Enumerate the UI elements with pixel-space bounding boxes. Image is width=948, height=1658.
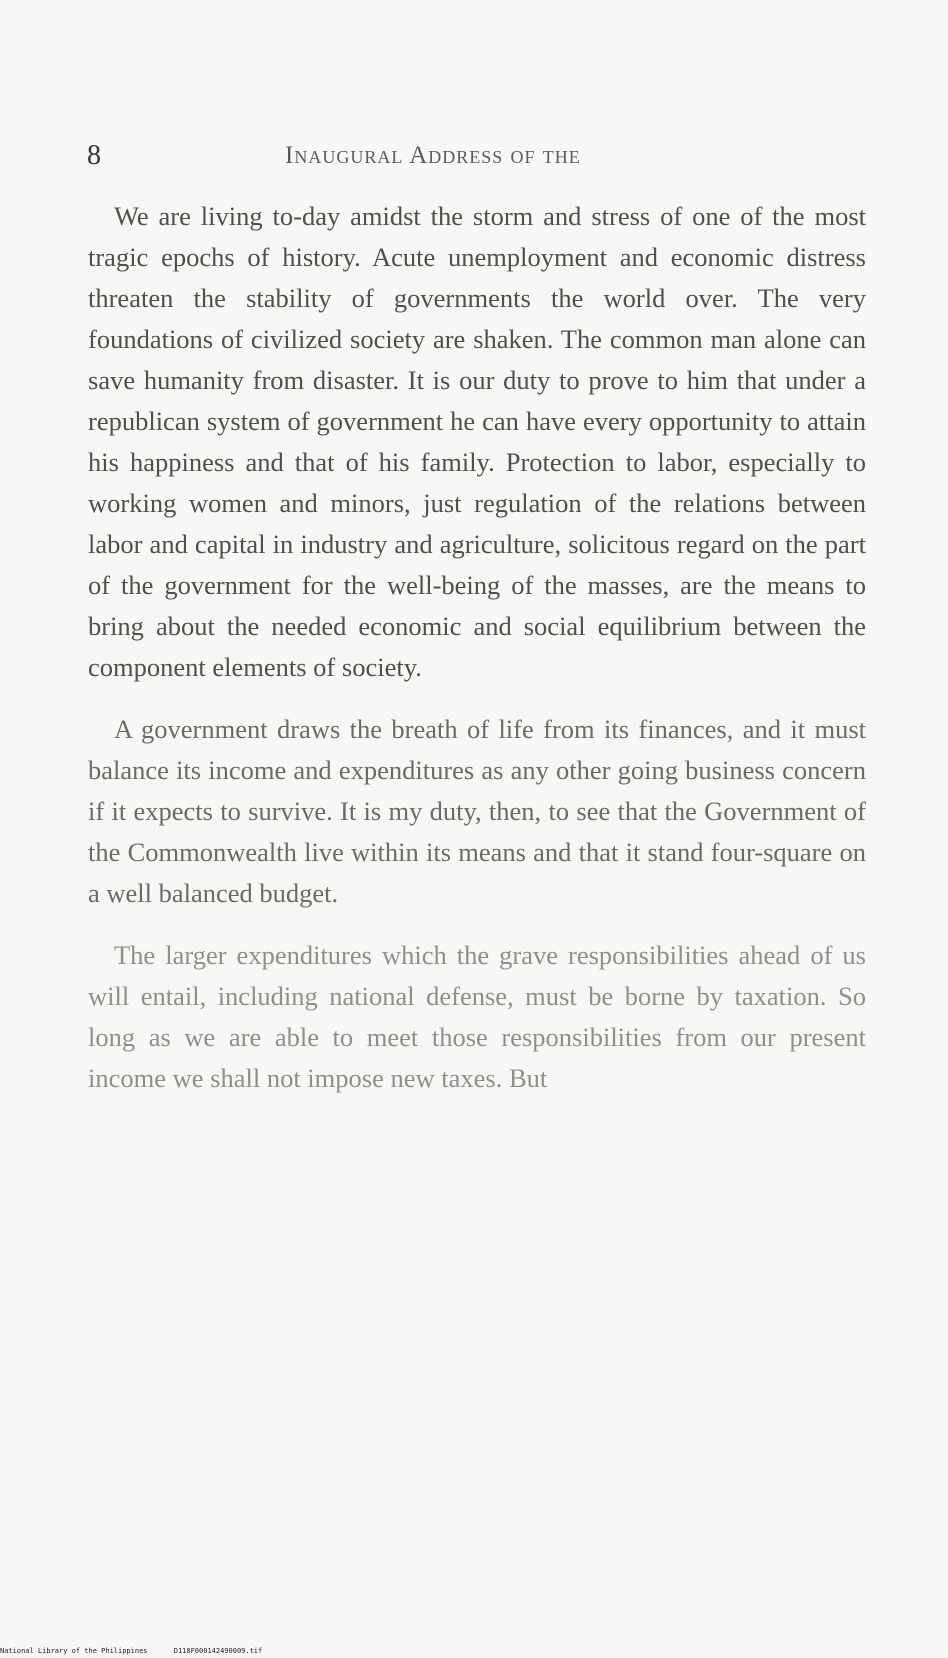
body-text <box>88 196 866 1120</box>
page-number: 8 <box>87 140 101 171</box>
footer-file-id: D118F000142490009.tif <box>173 1647 263 1655</box>
scan-footer <box>0 1647 948 1655</box>
paragraph-2: A government draws the breath of life from its finances, and it must balance its income and expenditures as any other going business concern if it expects to survive. It is my duty, then, to see that the Government of the Commonwealth live within its means and that it stand four-square on a well balanced budget. <box>88 714 866 908</box>
paragraph-1: We are living to-day amidst the storm and stress of one of the most tragic epochs of history. Acute unemployment and economic distress threaten the stability of governments the world over. The very foundations of civilized society are shaken. The common man alone can save humanity from disaster. It is our duty to prove to him that under a republican system of government he can have every opportunity to attain his happiness and that of his family. Protection to labor, especially to working women and minors, just regulation of the relations between labor and capital in industry and agriculture, solicitous regard on the part of the government for the well-being of the masses, are the means to bring about the needed economic and social equilibrium between the component elements of society. <box>88 201 866 682</box>
footer-library: National Library of the Philippines <box>0 1647 148 1655</box>
page-header <box>87 140 867 176</box>
paragraph-3: The larger expenditures which the grave responsibilities ahead of us will entail, including national defense, must be borne by taxation. So long as we are able to meet those responsibilities from our present income we shall not impose new taxes. But <box>88 940 866 1093</box>
running-head: Inaugural Address of the <box>285 142 581 169</box>
